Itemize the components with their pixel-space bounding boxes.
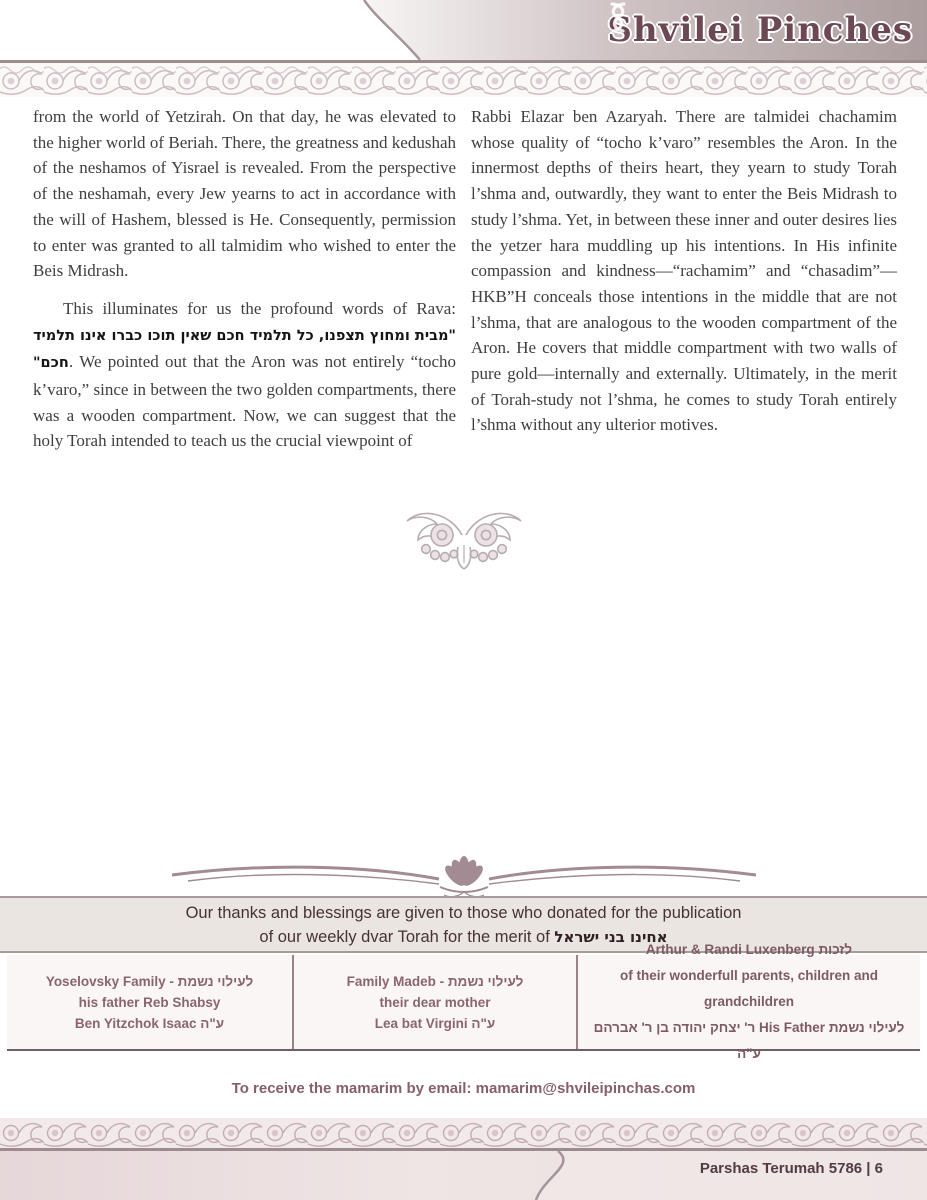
donor-entry-madeb: Family Madeb - לעילוי נשמת their dear mother Lea bat Virgini ע"ה bbox=[294, 955, 578, 1049]
donor-entry-luxenberg: Arthur & Randi Luxenberg לזכות of their wonderfull parents, children and grandchildren לעילוי נשמת His Father ר' יצחק יהודה בן ר' אברהם ע"ה bbox=[593, 942, 905, 1061]
title-swirl-right-icon bbox=[607, 0, 629, 36]
lace-border-bottom bbox=[0, 1118, 927, 1148]
paragraph: Rabbi Elazar ben Azaryah. There are talmidei chachamim whose quality of “tocho k’varo” resembles the Aron. In the innermost depths of theirs heart, they yearn to study Torah l’shma and, outwardly, they want to enter the Beis Midrash to study l’shma. Yet, in between these inner and outer desires lies the yetzer hara muddling up his intentions. In His infinite compassion and kindness—“rachamim” and “chasadim”—HKB”H conceals those intentions in the middle that are not l’shma, that are analogous to the wooden compartment of the Aron. He covers that middle compartment with two walls of pure gold—internally and externally. Ultimately, in the merit of Torah-study not l’shma, he comes to study Torah entirely l’shma without any ulterior motives. bbox=[471, 107, 897, 435]
email-note bbox=[0, 1080, 927, 1097]
acknowledgment-line2: of our weekly dvar Torah for the merit of אחינו בני ישראל bbox=[259, 927, 668, 946]
lace-border-top bbox=[0, 63, 927, 97]
acknowledgment-line1: Our thanks and blessings are given to those who donated for the publication bbox=[185, 903, 742, 922]
wings-ornament-icon bbox=[402, 505, 526, 582]
paragraph: This illuminates for us the profound words of Rava: "מבית ומחוץ תצפנו, כל תלמיד חכם שאין תוכו כברו אינו תלמיד חכם". We pointed out that the Aron was not entirely “tocho k’varo,” since in between the two golden compartments, there was a wooden compartment. Now, we can suggest that the holy Torah intended to teach us the crucial viewpoint of bbox=[33, 298, 456, 451]
column-left bbox=[33, 104, 456, 454]
column-right bbox=[471, 104, 897, 438]
page-label: Parshas Terumah 5786 | 6 bbox=[699, 1160, 883, 1177]
footer-band bbox=[0, 1151, 927, 1200]
section-divider-icon bbox=[144, 856, 784, 901]
header-band bbox=[0, 0, 927, 60]
donor-entry-yoselovsky: Yoselovsky Family - לעילוי נשמת his father Reb Shabsy Ben Yitzchok Isaac ע"ה bbox=[7, 955, 294, 1049]
newsletter-title: Shvilei Pinches bbox=[607, 10, 913, 50]
title-wrap bbox=[607, 0, 913, 60]
paragraph: from the world of Yetzirah. On that day, he was elevated to the higher world of Beriah. There, the greatness and kedushah of the neshamos of Yisrael is revealed. From the perspective of the neshamah, every Jew yearns to act in accordance with the will of Hashem, blessed is He. Consequently, permission to enter was granted to all talmidim who wished to enter the Beis Midrash. bbox=[33, 107, 456, 281]
email-label: To receive the mamarim by email: bbox=[231, 1080, 476, 1097]
donor-panel bbox=[7, 942, 920, 1061]
email-link[interactable]: mamarim@shvileipinchas.com bbox=[475, 1080, 696, 1097]
